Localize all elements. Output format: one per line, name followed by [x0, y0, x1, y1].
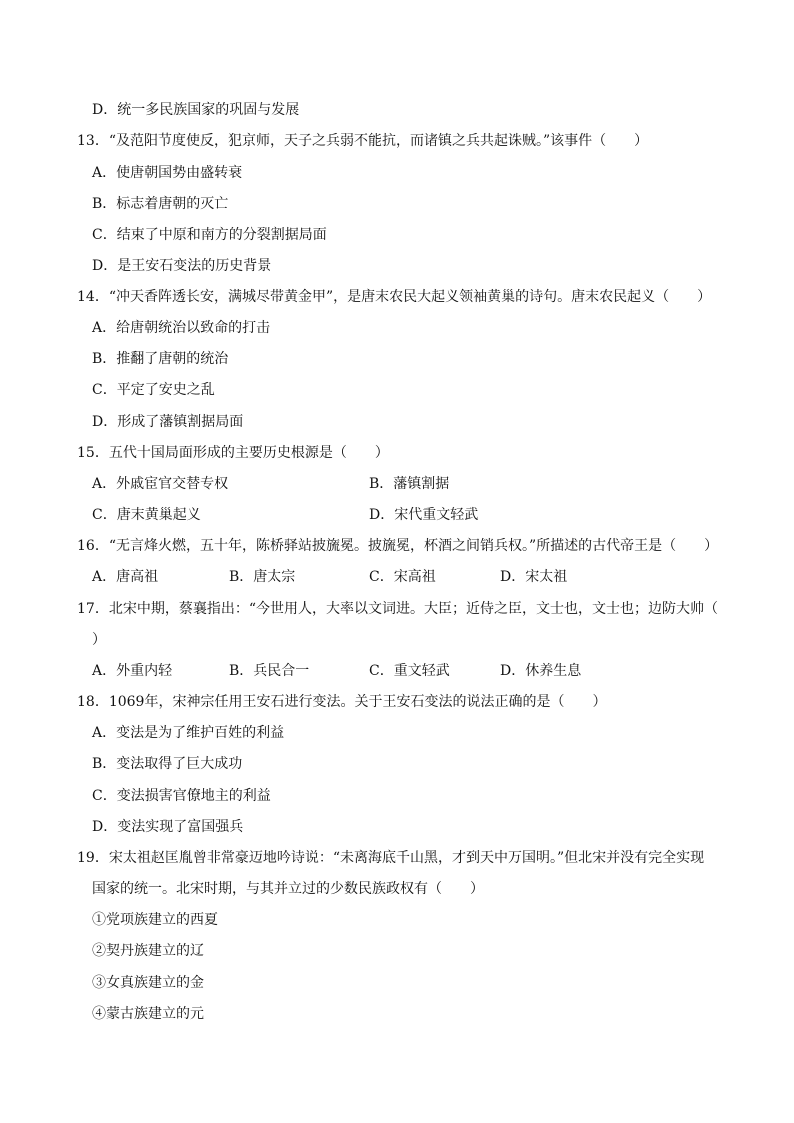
option-14-b: B．推翻了唐朝的统治 [92, 351, 229, 367]
option-13-b: B．标志着唐朝的灭亡 [92, 196, 229, 212]
question-13: 13．“及范阳节度使反，犯京师，天子之兵弱不能抗，而诸镇之兵共起诛贼。”该事件（ ） [77, 133, 649, 149]
question-19: 19．宋太祖赵匡胤曾非常豪迈地吟诗说：“未离海底千山黑，才到天中万国明。”但北宋并没有完全实现 [77, 850, 705, 866]
option-13-a: A．使唐朝国势由盛转衰 [92, 165, 243, 181]
option-16-a: A．唐高祖 [92, 569, 159, 585]
option-14-c: C．平定了安史之乱 [92, 382, 215, 398]
option-15-a: A．外戚宦官交替专权 [92, 476, 229, 492]
option-14-a: A．给唐朝统治以致命的打击 [92, 320, 271, 336]
statement-19-4: ④蒙古族建立的元 [92, 1006, 204, 1022]
question-17-continued: ） [92, 632, 106, 648]
option-17-a: A．外重内轻 [92, 663, 173, 679]
option-18-a: A．变法是为了维护百姓的利益 [92, 725, 285, 741]
option-14-d: D．形成了藩镇割据局面 [92, 414, 244, 430]
option-15-d: D．宋代重文轻武 [369, 507, 479, 523]
option-16-c: C．宋高祖 [369, 569, 436, 585]
statement-19-2: ②契丹族建立的辽 [92, 943, 204, 959]
option-13-d: D．是王安石变法的历史背景 [92, 258, 272, 274]
option-18-c: C．变法损害官僚地主的利益 [92, 788, 271, 804]
option-17-d: D．休养生息 [500, 663, 582, 679]
question-14: 14．“冲天香阵透长安，满城尽带黄金甲”，是唐末农民大起义领袖黄巢的诗句。唐末农民起义（ ） [77, 289, 712, 305]
statement-19-1: ①党项族建立的西夏 [92, 912, 218, 928]
question-17: 17．北宋中期，蔡襄指出：“今世用人，大率以文词进。大臣；近侍之臣，文士也，文士也；边防大帅（ [77, 601, 718, 617]
option-16-b: B．唐太宗 [229, 569, 296, 585]
option-18-d: D．变法实现了富国强兵 [92, 819, 244, 835]
option-17-c: C．重文轻武 [369, 663, 450, 679]
question-19-continued: 国家的统一。北宋时期，与其并立过的少数民族政权有（ ） [92, 881, 484, 897]
question-16: 16．“无言烽火燃，五十年，陈桥驿站披旒冕。披旒冕，杯酒之间销兵权。”所描述的古代帝王是（ ） [77, 538, 719, 554]
question-15: 15．五代十国局面形成的主要历史根源是（ ） [77, 445, 389, 461]
option-15-b: B．藩镇割据 [369, 476, 450, 492]
statement-19-3: ③女真族建立的金 [92, 975, 204, 991]
option-18-b: B．变法取得了巨大成功 [92, 756, 243, 772]
option-13-c: C．结束了中原和南方的分裂割据局面 [92, 227, 327, 243]
question-18: 18．1069年，宋神宗任用王安石进行变法。关于王安石变法的说法正确的是（ ） [77, 694, 607, 710]
option-16-d: D．宋太祖 [500, 569, 568, 585]
option-15-c: C．唐末黄巢起义 [92, 507, 201, 523]
option-17-b: B．兵民合一 [229, 663, 310, 679]
option-12-d: D．统一多民族国家的巩固与发展 [92, 102, 300, 118]
